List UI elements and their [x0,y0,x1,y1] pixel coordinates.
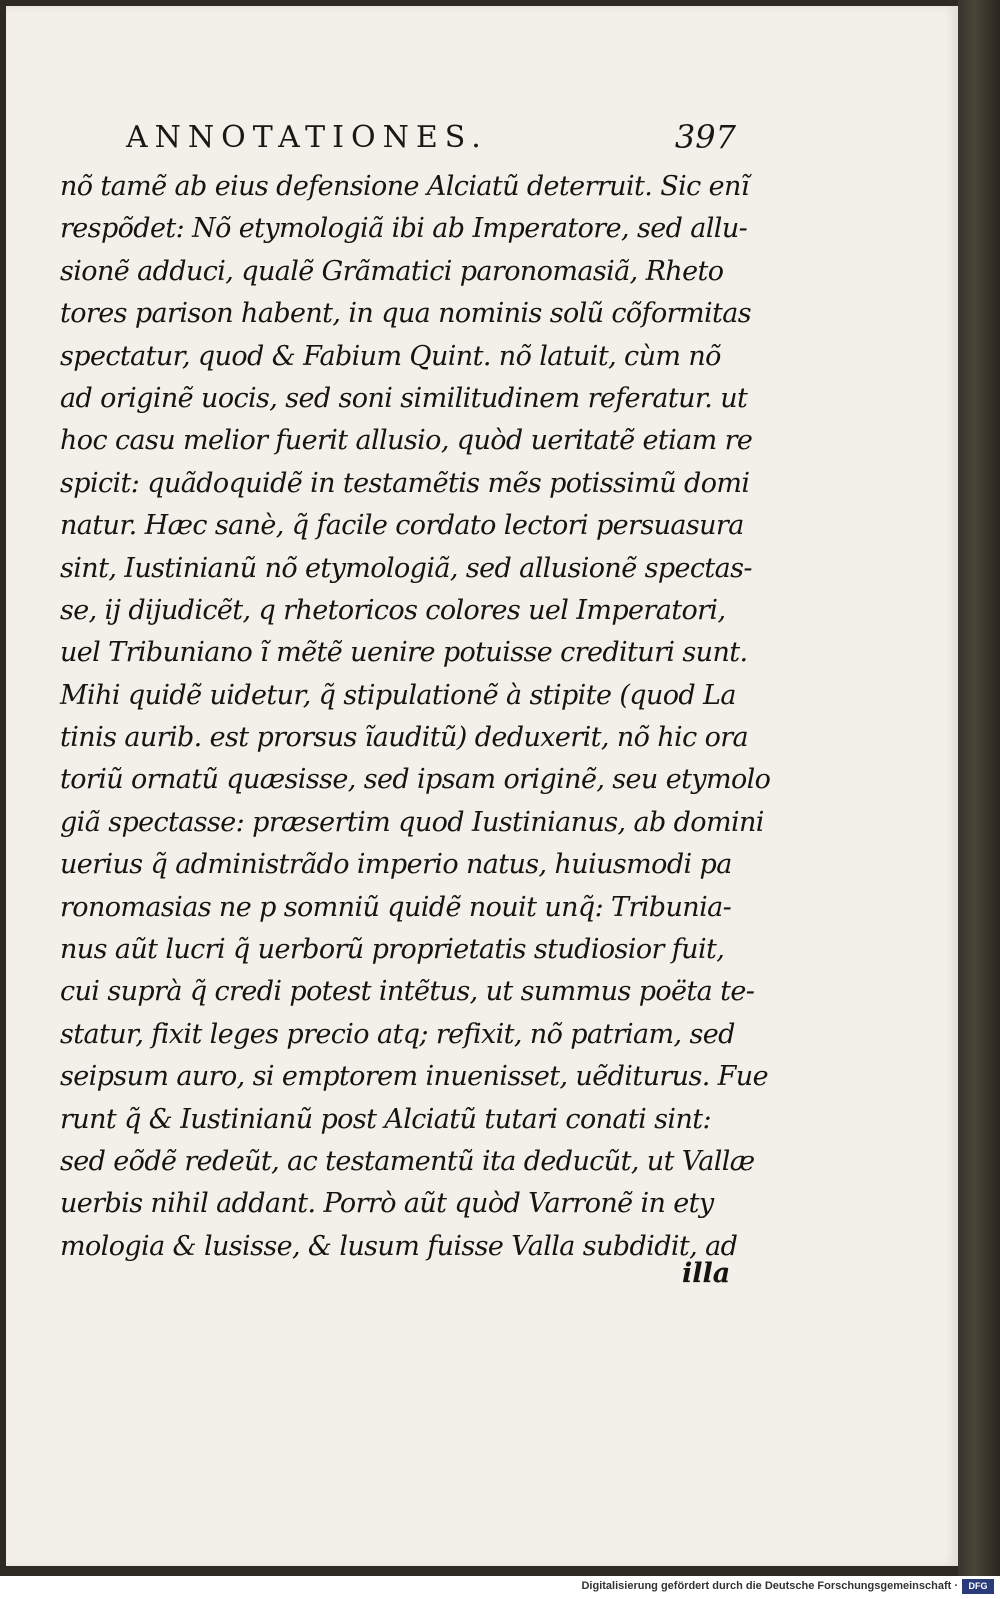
text-line: sionẽ adduci, qualẽ Grãmatici paronomasiã, Rheto [60,255,724,287]
text-line: ad originẽ uocis, sed soni similitudinem referatur. ut [60,382,748,414]
text-line: toriũ ornatũ quæsisse, sed ipsam originẽ, seu etymolo [60,764,771,796]
text-line: uerbis nihil addant. Porrò aũt quòd Varronẽ in ety [60,1188,714,1220]
dfg-logo: DFG [962,1579,994,1594]
body-text [60,166,771,1268]
book-edge [958,0,1000,1576]
text-line: sint, Iustinianũ nõ etymologiã, sed allusionẽ spectas- [60,552,752,584]
page-number: 397 [674,118,736,156]
book-page [6,6,958,1566]
text-line: sed eõdẽ redeũt, ac testamentũ ita deducũt, ut Vallæ [60,1145,755,1177]
text-line: ronomasias ne p somniũ quidẽ nouit unq̃: Tribunia- [60,891,732,923]
text-line: se, ij dijudicẽt, q rhetoricos colores uel Imperatori, [60,594,726,626]
text-line: cui suprà q̃ credi potest intẽtus, ut summus poëta te- [60,976,755,1008]
text-line: mologia & lusisse, & lusum fuisse Valla subdidit, ad [60,1230,738,1262]
running-head [126,116,736,160]
text-line: tinis aurib. est prorsus ĩauditũ) deduxerit, nõ hic ora [60,722,749,754]
catchword: illa [682,1258,731,1289]
text-line: hoc casu melior fuerit allusio, quòd ueritatẽ etiam re [60,425,753,457]
text-line: runt q̃ & Iustinianũ post Alciatũ tutari conati sint: [60,1103,711,1135]
running-head-title: ANNOTATIONES. [126,120,488,155]
funding-credit: Digitalisierung gefördert durch die Deutsche Forschungsgemeinschaft · [581,1580,958,1592]
text-line: statur, fixit leges precio atq; refixit, nõ patriam, sed [60,1018,735,1050]
text-line: Mihi quidẽ uidetur, q̃ stipulationẽ à stipite (quod La [60,679,736,711]
text-line: nõ tamẽ ab eius defensione Alciatũ deterruit. Sic enĩ [60,171,749,202]
text-line: uel Tribuniano ĩ mẽtẽ uenire potuisse credituri sunt. [60,637,748,669]
text-line: seipsum auro, si emptorem inuenisset, uẽditurus. Fue [60,1061,768,1093]
text-line: nus aũt lucri q̃ uerborũ proprietatis studiosior fuit, [60,934,725,966]
text-line: spicit: quãdoquidẽ in testamẽtis mẽs potissimũ domi [60,467,750,499]
text-line: tores parison habent, in qua nominis solũ cõformitas [60,298,751,330]
text-line: spectatur, quod & Fabium Quint. nõ latuit, cùm nõ [60,340,721,372]
footer-bar [0,1576,1000,1599]
text-line: respõdet: Nõ etymologiã ibi ab Imperatore, sed allu- [60,213,748,245]
text-line: giã spectasse: præsertim quod Iustinianus, ab domini [60,806,764,838]
text-line: uerius q̃ administrãdo imperio natus, huiusmodi pa [60,849,732,881]
text-line: natur. Hæc sanè, q̃ facile cordato lectori persuasura [60,510,744,542]
